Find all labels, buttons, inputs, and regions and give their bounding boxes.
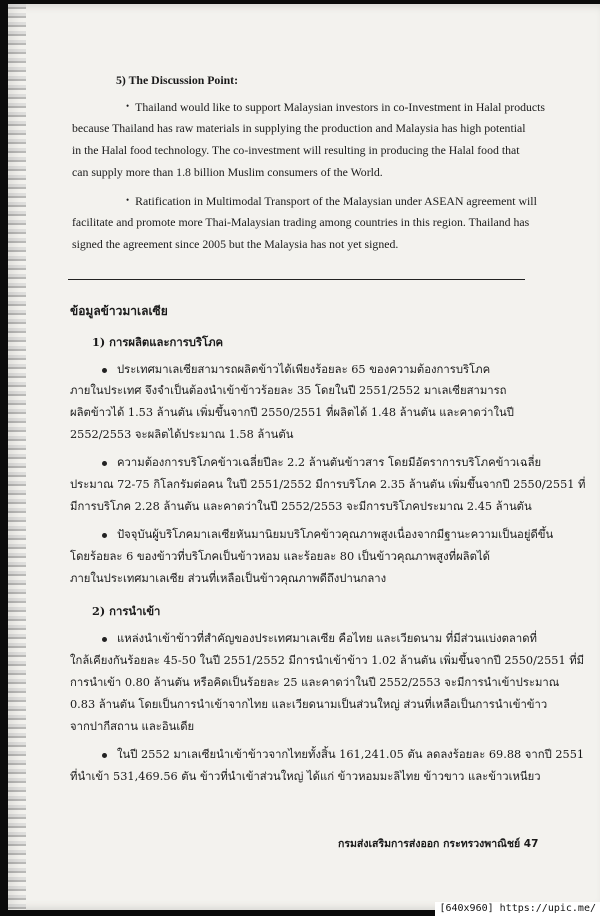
discussion-bullet2-line3: signed the agreement since 2005 but the Malaysia has not yet signed. <box>72 237 399 251</box>
bullet-icon <box>102 533 107 538</box>
discussion-bullet1-line2: because Thailand has raw materials in supplying the production and Malaysia has high potential <box>72 121 526 135</box>
paragraph4-line1: แหล่งนำเข้าข้าวที่สำคัญของประเทศมาเลเซีย คือไทย และเวียดนาม ที่มีส่วนแบ่งตลาดที่ <box>102 629 537 649</box>
paragraph4-line2: ใกล้เคียงกันร้อยละ 45-50 ในปี 2551/2552 มีการนำเข้าข้าว 1.02 ล้านตัน เพิ่มขึ้นจากปี 2550/2551 ที่มี <box>70 654 585 667</box>
discussion-bullet1-line1: • Thailand would like to support Malaysian investors in co-Investment in Halal products <box>126 96 545 117</box>
bullet-icon <box>102 637 107 642</box>
spiral-binding <box>8 4 26 910</box>
paragraph3-line2: โดยร้อยละ 6 ของข้าวที่บริโภคเป็นข้าวหอม และร้อยละ 80 เป็นข้าวคุณภาพสูงที่ผลิตได้ <box>70 550 490 563</box>
paragraph1-line4: 2552/2553 จะผลิตได้ประมาณ 1.58 ล้านตัน <box>70 428 294 441</box>
bullet-icon <box>102 368 107 373</box>
discussion-bullet2-line2: facilitate and promote more Thai-Malaysian trading among countries in this region. Thailand has <box>72 215 530 229</box>
page-footer: กรมส่งเสริมการส่งออก กระทรวงพาณิชย์ 47 <box>338 838 539 850</box>
bullet-icon <box>102 753 107 758</box>
paragraph1-line1: ประเทศมาเลเซียสามารถผลิตข้าวได้เพียงร้อยละ 65 ของความต้องการบริโภค <box>102 360 490 380</box>
paragraph5-line2: ที่นำเข้า 531,469.56 ตัน ข้าวที่นำเข้าส่วนใหญ่ ได้แก่ ข้าวหอมมะลิไทย ข้าวขาว และข้าวเหนียว <box>70 770 541 783</box>
paragraph3-line3: ภายในประเทศมาเลเซีย ส่วนที่เหลือเป็นข้าวคุณภาพดีถึงปานกลาง <box>70 572 387 585</box>
paragraph5-line1: ในปี 2552 มาเลเซียนำเข้าข้าวจากไทยทั้งสิ้น 161,241.05 ตัน ลดลงร้อยละ 69.88 จากปี 2551 <box>102 745 584 765</box>
bullet-icon <box>102 461 107 466</box>
paragraph4-line5: จากปากีสถาน และอินเดีย <box>70 720 195 733</box>
paragraph4-line3: การนำเข้า 0.80 ล้านตัน หรือคิดเป็นร้อยละ 25 และคาดว่าในปี 2552/2553 จะมีการนำเข้าประมาณ <box>70 676 560 689</box>
bullet-icon: • <box>126 101 130 111</box>
document-page <box>8 4 600 910</box>
watermark-label: [640x960] https://upic.me/ <box>435 902 600 916</box>
horizontal-rule <box>68 279 525 280</box>
paragraph2-line2: ประมาณ 72-75 กิโลกรัมต่อคน ในปี 2551/2552 มีการบริโภค 2.35 ล้านตัน เพิ่มขึ้นจากปี 2550/2551 ที่ <box>70 478 586 491</box>
paragraph3-line1: ปัจจุบันผู้บริโภคมาเลเซียหันมานิยมบริโภคข้าวคุณภาพสูงเนื่องจากมีฐานะความเป็นอยู่ดีขึ้น <box>102 525 553 545</box>
paragraph1-line2: ภายในประเทศ จึงจำเป็นต้องนำเข้าข้าวร้อยละ 35 โดยในปี 2551/2552 มาเลเซียสามารถ <box>70 384 507 397</box>
paragraph2-line1: ความต้องการบริโภคข้าวเฉลี่ยปีละ 2.2 ล้านตันข้าวสาร โดยมีอัตราการบริโภคข้าวเฉลี่ย <box>102 453 541 473</box>
subheading-import: 2) การนำเข้า <box>92 604 161 618</box>
subheading-production: 1) การผลิตและการบริโภค <box>92 335 224 349</box>
paragraph4-line4: 0.83 ล้านตัน โดยเป็นการนำเข้าจากไทย และเวียดนามเป็นส่วนใหญ่ ส่วนที่เหลือเป็นการนำเข้าข้าว <box>70 698 548 711</box>
section-title: ข้อมูลข้าวมาเลเซีย <box>70 304 168 318</box>
discussion-bullet1-line3: in the Halal food technology. The co-investment will resulting in producing the Halal food that <box>72 143 520 157</box>
discussion-bullet1-line4: can supply more than 1.8 billion Muslim consumers of the World. <box>72 165 383 179</box>
paragraph1-line3: ผลิตข้าวได้ 1.53 ล้านตัน เพิ่มขึ้นจากปี 2550/2551 ที่ผลิตได้ 1.48 ล้านตัน และคาดว่าในปี <box>70 406 514 419</box>
discussion-heading: 5) The Discussion Point: <box>116 73 239 87</box>
discussion-bullet2-line1: • Ratification in Multimodal Transport of the Malaysian under ASEAN agreement will <box>126 190 537 211</box>
bullet-icon: • <box>126 195 130 205</box>
paragraph2-line3: มีการบริโภค 2.28 ล้านตัน และคาดว่าในปี 2552/2553 จะมีการบริโภคประมาณ 2.45 ล้านตัน <box>70 500 532 513</box>
